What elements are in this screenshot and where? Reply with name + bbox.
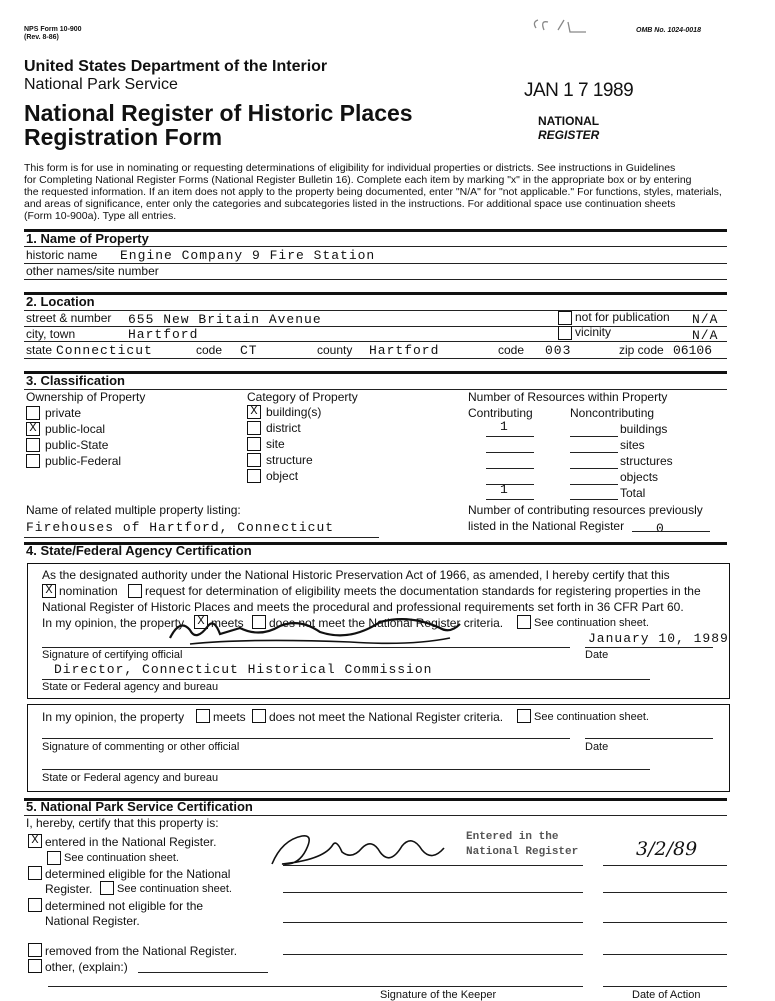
state-label: state (26, 343, 53, 357)
street-label: street & number (26, 311, 112, 325)
determined-not-eligible-label-1: determined not eligible for the (45, 899, 204, 913)
county-code-value: 003 (545, 343, 572, 358)
not-for-publication-label: not for publication (575, 310, 670, 324)
other-checkbox[interactable] (28, 959, 42, 973)
ownership-public-state-checkbox[interactable] (26, 438, 40, 452)
resource-total-label: Total (620, 486, 646, 500)
continuation-2-label: See continuation sheet. (534, 711, 649, 723)
agency-value: Director, Connecticut Historical Commission (54, 662, 433, 677)
certification-statement: As the designated authority under the National Historic Preservation Act of 1966, as amended, I hereby certify that this (42, 568, 670, 582)
category-district-label: district (266, 421, 301, 435)
contributing-total-value: 1 (500, 482, 509, 497)
meets-2-label: meets (213, 710, 246, 724)
continuation-checkbox[interactable] (517, 615, 531, 629)
keeper-signature-icon (262, 826, 462, 874)
eligible-continuation-checkbox[interactable] (100, 881, 114, 895)
standards-statement: National Register of Historic Places and meets the procedural and professional requirements set forth in 36 CFR Part 60. (42, 600, 684, 614)
eligible-continuation-label: See continuation sheet. (117, 883, 232, 895)
ownership-public-federal-label: public-Federal (45, 454, 122, 468)
other-label: other, (explain:) (45, 960, 128, 974)
historic-name-label: historic name (26, 248, 98, 262)
commenting-signature-label: Signature of commenting or other official (42, 741, 240, 753)
category-building-checkbox[interactable]: X (247, 405, 261, 419)
related-listing-label: Name of related multiple property listing: (26, 503, 241, 517)
date-label: Date (585, 649, 609, 661)
other-names-label: other names/site number (26, 264, 159, 278)
commenting-agency-label: State or Federal agency and bureau (42, 772, 219, 784)
date-of-action-label: Date of Action (632, 989, 701, 1001)
vicinity-value: N/A (692, 328, 719, 343)
continuation-label: See continuation sheet. (534, 617, 649, 629)
street-value: 655 New Britain Avenue (128, 312, 322, 327)
county-value: Hartford (369, 343, 440, 358)
ownership-public-federal-checkbox[interactable] (26, 454, 40, 468)
action-date-handwritten: 3/2/89 (636, 838, 698, 860)
resources-heading: Number of Resources within Property (468, 390, 668, 404)
removed-label: removed from the National Register. (45, 944, 238, 958)
county-label: county (317, 343, 353, 357)
determined-eligible-checkbox[interactable] (28, 866, 42, 880)
request-checkbox[interactable] (128, 584, 142, 598)
entered-stamp-line-1: Entered in the (466, 831, 559, 843)
previously-listed-label-2: listed in the National Register (468, 519, 625, 533)
commenting-date-label: Date (585, 741, 609, 753)
received-stamp-date: JAN 1 7 1989 (524, 80, 634, 101)
opinion-2-label: In my opinion, the property (42, 710, 185, 724)
entered-checkbox[interactable]: X (28, 834, 42, 848)
opinion-label: In my opinion, the property (42, 616, 185, 630)
determined-eligible-label-2: Register. (45, 882, 93, 896)
ownership-public-local-label: public-local (45, 422, 106, 436)
handwritten-mark-icon (530, 14, 610, 40)
meets-checkbox[interactable]: X (194, 615, 208, 629)
contributing-heading: Contributing (468, 406, 533, 420)
category-site-checkbox[interactable] (247, 437, 261, 451)
keeper-certify-statement: I, hereby, certify that this property is: (26, 816, 219, 830)
section-2-heading: 2. Location (26, 294, 95, 309)
ownership-private-checkbox[interactable] (26, 406, 40, 420)
state-code-value: CT (240, 343, 258, 358)
ownership-public-state-label: public-State (45, 438, 109, 452)
ownership-public-local-checkbox[interactable]: X (26, 422, 40, 436)
previously-listed-value: 0 (656, 521, 665, 536)
resource-structures-label: structures (620, 454, 673, 468)
agency-label: State or Federal agency and bureau (42, 681, 219, 693)
omb-number: OMB No. 1024-0018 (636, 27, 701, 34)
keeper-signature-label: Signature of the Keeper (380, 989, 497, 1001)
not-for-publication-checkbox[interactable] (558, 311, 572, 325)
entered-continuation-label: See continuation sheet. (64, 852, 179, 864)
state-value: Connecticut (56, 343, 153, 358)
service-name: National Park Service (24, 76, 178, 93)
form-subtitle: Registration Form (24, 124, 223, 150)
vicinity-checkbox[interactable] (558, 326, 572, 340)
category-site-label: site (266, 437, 285, 451)
determined-eligible-label-1: determined eligible for the National (45, 867, 231, 881)
previously-listed-label-1: Number of contributing resources previously (468, 503, 703, 517)
ownership-heading: Ownership of Property (26, 390, 146, 404)
certification-date-value: January 10, 1989 (588, 631, 729, 646)
section-4-heading: 4. State/Federal Agency Certification (26, 543, 252, 558)
section-3-heading: 3. Classification (26, 373, 125, 388)
does-not-meet-label: does not meet the National Register criteria. (269, 616, 504, 630)
ownership-private-label: private (45, 406, 82, 420)
received-stamp-register: REGISTER (538, 128, 600, 142)
vicinity-label: vicinity (575, 325, 612, 339)
category-district-checkbox[interactable] (247, 421, 261, 435)
nomination-label: nomination (59, 584, 118, 598)
signature-label: Signature of certifying official (42, 649, 183, 661)
not-for-publication-value: N/A (692, 312, 719, 327)
category-heading: Category of Property (247, 390, 358, 404)
section-1-heading: 1. Name of Property (26, 231, 149, 246)
resource-buildings-label: buildings (620, 422, 668, 436)
city-label: city, town (26, 327, 76, 341)
entered-stamp-line-2: National Register (466, 846, 579, 858)
category-building-label: building(s) (266, 405, 322, 419)
request-label: request for determination of eligibility meets the documentation standards for registering properties in the (145, 584, 701, 598)
removed-checkbox[interactable] (28, 943, 42, 957)
noncontributing-heading: Noncontributing (570, 406, 655, 420)
form-revision: (Rev. 8-86) (24, 34, 59, 41)
determined-not-eligible-label-2: National Register. (45, 914, 140, 928)
contributing-buildings-value: 1 (500, 419, 509, 434)
entered-continuation-checkbox[interactable] (47, 851, 61, 865)
official-signature-icon (150, 608, 470, 656)
state-code-label: code (196, 343, 223, 357)
form-title: National Register of Historic Places (24, 100, 413, 126)
meets-2-checkbox[interactable] (196, 709, 210, 723)
resource-sites-label: sites (620, 438, 645, 452)
does-not-meet-2-checkbox[interactable] (252, 709, 266, 723)
received-stamp-national: NATIONAL (538, 114, 600, 128)
city-value: Hartford (128, 327, 199, 342)
category-structure-checkbox[interactable] (247, 453, 261, 467)
zip-label: zip code (619, 343, 664, 357)
related-listing-value: Firehouses of Hartford, Connecticut (26, 520, 335, 535)
department-name: United States Department of the Interior (24, 58, 328, 75)
section-5-heading: 5. National Park Service Certification (26, 799, 253, 814)
meets-label: meets (211, 616, 244, 630)
entered-label: entered in the National Register. (45, 835, 217, 849)
historic-name-value: Engine Company 9 Fire Station (120, 248, 376, 263)
determined-not-eligible-checkbox[interactable] (28, 898, 42, 912)
continuation-2-checkbox[interactable] (517, 709, 531, 723)
county-code-label: code (498, 343, 525, 357)
category-structure-label: structure (266, 453, 313, 467)
does-not-meet-2-label: does not meet the National Register criteria. (269, 710, 504, 724)
instructions: This form is for use in nominating or requesting determinations of eligibility for individual properties or districts. See instructions in Guidelines for Completing National Register Forms (National Register Bulletin 16). Complete each item by marking "x" in the appropriate box or by entering the requested information. If an item does not apply to the property being documented, enter "N/A" for "not applicable." For functions, styles, materials, and areas of significance, enter only the categories and subcategories listed in the instructions. For additional space use continuation sheets (Form 10-900a). Type all entries. (24, 162, 722, 222)
resource-objects-label: objects (620, 470, 659, 484)
form-number: NPS Form 10-900 (24, 26, 82, 33)
category-object-checkbox[interactable] (247, 469, 261, 483)
zip-value: 06106 (673, 343, 713, 358)
nomination-checkbox[interactable]: X (42, 584, 56, 598)
category-object-label: object (266, 469, 299, 483)
